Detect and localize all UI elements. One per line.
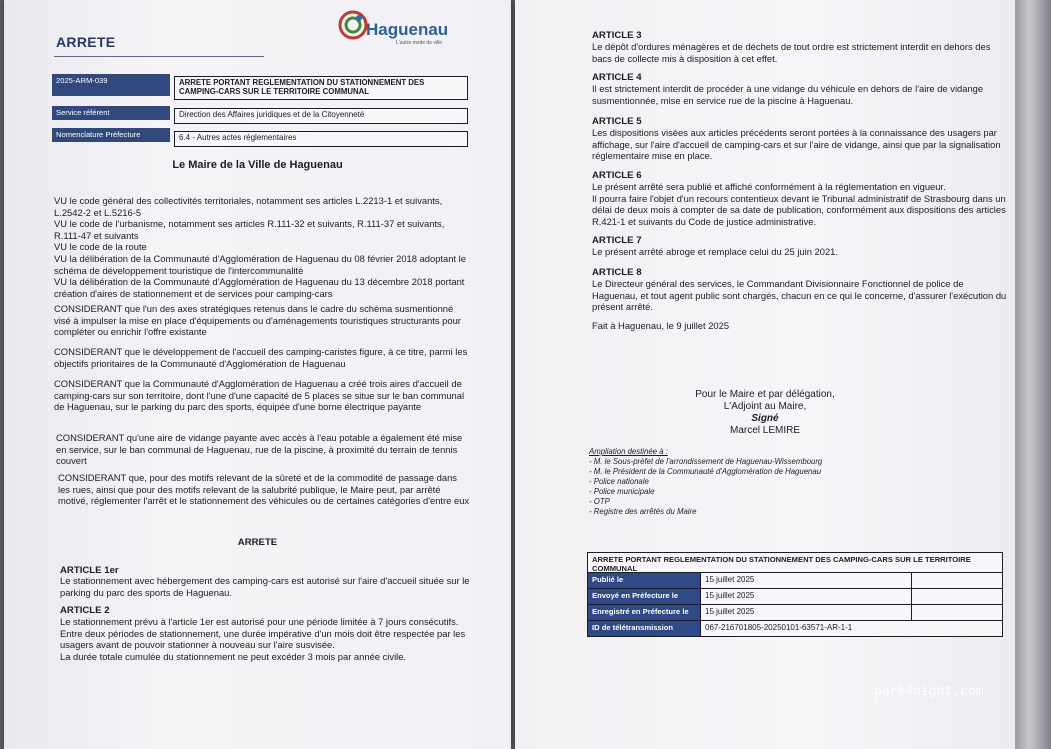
vu-section: VU le code général des collectivités territoriales, notamment ses articles L.2213-1 et suivants, L.2542-2 et L.5216-5 VU le code de l'urbanisme, notamment ses articles R.111-32 et suivants, R.111-37 et suivants, R.111-47 et suivants VU le code de la route VU la délibération de la Communauté d'Agglomération de Haguenau du 08 février 2018 adoptant le schéma de développement touristique de l'intercommunalité VU la délibération de la Communauté d'Agglomération de Haguenau du 13 décembre 2018 portant création d'aires de stationnement et de services pour camping-cars — [54, 195, 466, 299]
table-row-label: Envoyé en Préfecture le — [588, 589, 700, 604]
ampliation-item: - OTP — [589, 497, 610, 506]
table-row — [588, 620, 1002, 636]
right-page — [515, 0, 1015, 749]
considerant-1: CONSIDERANT que l'un des axes stratégiques retenus dans le cadre du schéma susmentionné visé à impulser la mise en place d'équipements ou d'aménagements touristiques structurants pour compléter ou enrichir l'offre existante — [54, 303, 461, 338]
logo-tagline: L'autre mode de ville — [396, 40, 442, 46]
table-row-value: 067-216701805-20250101-63571-AR-1-1 — [700, 621, 1002, 636]
article-5-text: Les dispositions visées aux articles précédents seront portées à la connaissance des usagers par affichage, sur l'aire d'accueil de camping-cars et sur l'aire de vidange, ainsi que par la signalisation réglementaire mise en place. — [592, 127, 1001, 162]
article-6-heading: ARTICLE 6 — [592, 170, 642, 181]
ampliation-title: Ampliation destinée à : — [589, 447, 668, 456]
arrete-header: ARRETE — [56, 34, 116, 50]
logo-text: Haguenau — [366, 20, 449, 39]
table-row-label: Publié le — [588, 573, 700, 588]
table-row-value: 15 juillet 2025 — [700, 605, 912, 620]
table-row — [588, 604, 1002, 620]
signature-name: Marcel LEMIRE — [729, 425, 800, 436]
haguenau-logo — [332, 6, 462, 52]
left-page — [4, 0, 511, 749]
nomenclature-label: Nomenclature Préfecture — [52, 128, 170, 142]
table-row-label: ID de télétransmission — [588, 621, 700, 636]
considerant-2: CONSIDERANT que le développement de l'accueil des camping-caristes figure, à ce titre, parmi les objectifs prioritaires de la Communauté d'Agglomération de Haguenau — [54, 346, 468, 369]
background-edge — [1015, 0, 1051, 749]
service-label: Service référent — [52, 106, 170, 120]
considerant-4: CONSIDERANT qu'une aire de vidange payante avec accès à l'eau potable a également été mise en service, sur le ban communal de Haguenau, rue de la piscine, à proximité du terrain de tennis couvert — [56, 432, 463, 467]
watermark: park4night.com — [874, 684, 984, 699]
title-box: ARRETE PORTANT REGLEMENTATION DU STATIONNEMENT DES CAMPING-CARS SUR LE TERRITOIRE COMMUNAL — [174, 76, 468, 100]
article-4-heading: ARTICLE 4 — [592, 72, 642, 83]
maire-title: Le Maire de la Ville de Haguenau — [172, 159, 343, 171]
article-1-heading: ARTICLE 1er — [60, 565, 119, 576]
ampliation-item: - Police municipale — [589, 487, 655, 496]
publication-table — [587, 552, 1003, 637]
table-row-value: 15 juillet 2025 — [700, 589, 912, 604]
table-row — [588, 572, 1002, 588]
article-7-heading: ARTICLE 7 — [592, 235, 642, 246]
article-2-heading: ARTICLE 2 — [60, 605, 110, 616]
signature-signed: Signé — [751, 413, 779, 424]
ref-code-label: 2025-ARM-039 — [52, 74, 170, 96]
article-4-text: Il est strictement interdit de procéder à une vidange du véhicule en dehors de l'aire de vidange susmentionnée, mise en service rue de la piscine à Haguenau. — [592, 83, 984, 106]
nomenclature-value: 6.4 - Autres actes réglementaires — [174, 131, 468, 147]
ampliation-item: - Registre des arrêtés du Maire — [589, 507, 697, 516]
table-row-label: Enregistré en Préfecture le — [588, 605, 700, 620]
article-1-text: Le stationnement avec hébergement des camping-cars est autorisé sur l'aire d'accueil située sur le parking du parc des sports de Haguenau. — [60, 575, 470, 598]
article-6-text: Le présent arrêté sera publié et affiché conformément à la réglementation en vigueur. Il pourra faire l'objet d'un recours contentieux devant le Tribunal administratif de Strasbourg dans un délai de deux mois à compter de sa date de publication, conformément aux dispositions des articles R.421-1 et suivants du Code de justice administrative. — [592, 181, 1006, 227]
service-value: Direction des Affaires juridiques et de la Citoyenneté — [174, 108, 468, 124]
signature-line-2: L'Adjoint au Maire, — [723, 401, 807, 412]
considerant-3: CONSIDERANT que la Communauté d'Agglomération de Haguenau a créé trois aires d'accueil de camping-cars sur son territoire, dont l'une d'une capacité de 5 places se situe sur le ban communal de Haguenau, sur le parking du parc des sports, équipée d'une borne électrique payante — [54, 378, 465, 413]
fait-a-date: Fait à Haguenau, le 9 juillet 2025 — [592, 320, 730, 331]
arrete-center-title: ARRETE — [237, 537, 278, 548]
ampliation-item: - Police nationale — [589, 477, 649, 486]
article-3-heading: ARTICLE 3 — [592, 30, 642, 41]
article-7-text: Le présent arrêté abroge et remplace celui du 25 juin 2021. — [592, 246, 838, 257]
signature-line-1: Pour le Maire et par délégation, — [695, 389, 835, 400]
header-rule — [54, 56, 264, 57]
signature-block — [515, 389, 1015, 437]
ampliation-list — [589, 447, 1009, 517]
logo-swirl-icon — [336, 8, 370, 42]
article-8-heading: ARTICLE 8 — [592, 267, 642, 278]
considerant-5: CONSIDERANT que, pour des motifs relevant de la sûreté et de la commodité de passage dans les rues, ainsi que pour des motifs relevant de la salubrité publique, le Maire peut, par arrêté motivé, réglementer l'arrêt et le stationnement des véhicules ou de certaines catégories d'entre eux — [58, 472, 470, 507]
ampliation-item: - M. le Président de la Communauté d'Agglomération de Haguenau — [589, 467, 822, 476]
table-row — [588, 588, 1002, 604]
article-8-text: Le Directeur général des services, le Commandant Divisionnaire Fonctionnel de police de Haguenau, et tout agent public sont chargés, chacun en ce qui le concerne, d'assurer l'exécution du présent arrêté. — [592, 278, 1007, 313]
table-row-value: 15 juillet 2025 — [700, 573, 912, 588]
article-2-text: Le stationnement prévu à l'article 1er est autorisé pour une période limitée à 7 jours consécutifs. Entre deux périodes de stationnement, une durée impérative d'un mois doit être respectée par les usagers avant de pouvoir stationner à nouveau sur l'aire susvisée. La durée totale cumulée du stationnement ne peut excéder 3 mois par année civile. — [60, 616, 466, 662]
article-5-heading: ARTICLE 5 — [592, 116, 642, 127]
article-3-text: Le dépôt d'ordures ménagères et de déchets de tout ordre est strictement interdit en dehors des bacs de collecte mis à disposition à cet effet. — [592, 41, 991, 64]
table-title: ARRETE PORTANT REGLEMENTATION DU STATIONNEMENT DES CAMPING-CARS SUR LE TERRITOIRE COMMUNAL — [592, 555, 971, 573]
ampliation-item: - M. le Sous-préfet de l'arrondissement de Haguenau-Wissembourg — [589, 457, 823, 466]
